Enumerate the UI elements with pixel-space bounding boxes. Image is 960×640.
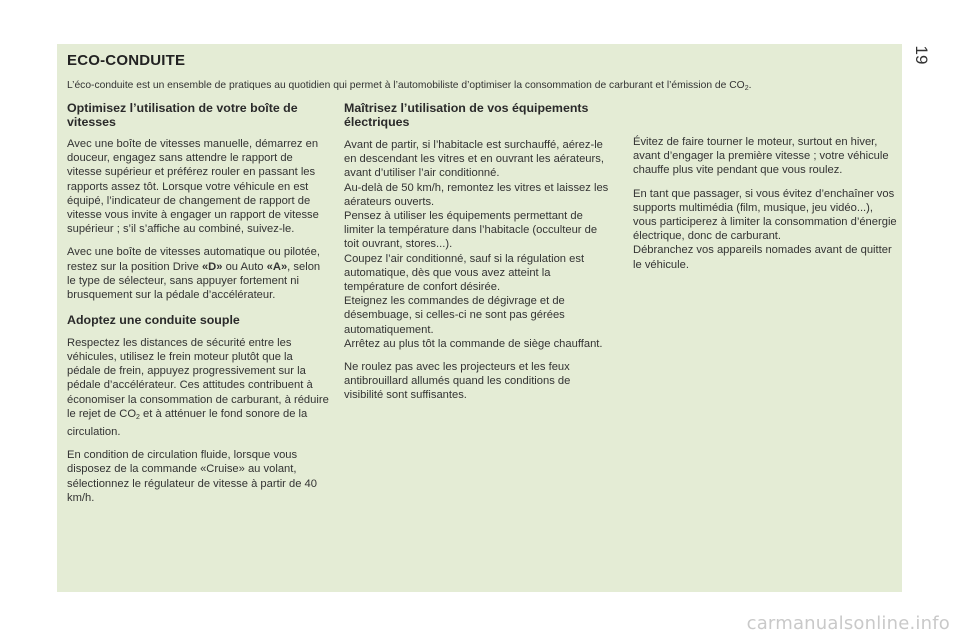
heading-gearbox: Optimisez l’utilisation de votre boîte de vitesses — [67, 101, 298, 129]
watermark: carmanualsonline.info — [746, 613, 950, 634]
column-right — [633, 135, 898, 272]
page-number: 19 — [912, 45, 931, 65]
column-left — [67, 102, 329, 514]
tip-ventilation: Avant de partir, si l’habitacle est surchauffé, aérez-le en descendant les vitres et en ouvrant les aérateurs, avant d’utiliser l’air conditionné. — [344, 139, 604, 180]
paragraph-headlights: Ne roulez pas avec les projecteurs et les feux antibrouillard allumés quand les conditions de visibilité sont suffisantes. — [344, 361, 571, 402]
paragraph-cruise-control: En condition de circulation fluide, lorsque vous disposez de la commande «Cruise» au volant, sélectionnez le régulateur de vitesse à partir de 40 km/h. — [67, 449, 318, 504]
tip-defrost: Eteignez les commandes de dégivrage et de désembuage, si celles-ci ne sont pas gérées automatiquement. — [344, 295, 565, 336]
paragraph-automatic-gearbox: Avec une boîte de vitesses automatique ou pilotée, restez sur la position Drive «D» ou Auto «A», selon le type de sélecteur, sans appuyer fortement ni brusquement sur la pédale d’accélérateur. — [67, 246, 321, 302]
heading-smooth-driving: Adoptez une conduite souple — [67, 313, 240, 328]
intro-text: L’éco-conduite est un ensemble de pratiques au quotidien qui permet à l’automobiliste d’optimiser la consommation de carburant et l’émission de $CO_2$. — [67, 80, 752, 92]
paragraph-electrical-tips — [344, 138, 609, 351]
paragraph-manual-gearbox: Avec une boîte de vitesses manuelle, démarrez en douceur, engagez sans attendre le rapport de vitesse supérieur et préférez rouler en passant les rapports assez tôt. Lorsque votre véhicule en est équipé, l’indicateur de changement de rapport de vitesse vous invite à engager un rapport de vitesse supérieur ; s’il s’affiche au combiné, suivez-le. — [67, 138, 319, 236]
paragraph-passenger — [633, 187, 898, 272]
tip-temperature: Pensez à utiliser les équipements permettant de limiter la température dans l’habitacle (occulteur de toit ouvrant, stores...). — [344, 210, 598, 251]
page-title: ECO-CONDUITE — [67, 52, 186, 69]
tip-nomad-devices: Débranchez vos appareils nomades avant de quitter le véhicule. — [633, 244, 892, 271]
heading-electrical-equipment: Maîtrisez l’utilisation de vos équipements électriques — [344, 101, 589, 129]
tip-multimedia: En tant que passager, si vous évitez d’enchaîner vos supports multimédia (film, musique, jeu vidéo...), vous participerez à limiter la consommation d’énergie électrique, donc de carburant. — [633, 187, 897, 243]
column-middle — [344, 102, 609, 412]
tip-windows: Au-delà de 50 km/h, remontez les vitres et laissez les aérateurs ouverts. — [344, 181, 609, 208]
tip-heated-seat: Arrêtez au plus tôt la commande de siège chauffant. — [344, 337, 603, 350]
paragraph-safety-distances: Respectez les distances de sécurité entre les véhicules, utilisez le frein moteur plutôt que la pédale de frein, appuyez progressivement sur la pédale d’accélérateur. Ces attitudes contribuent à économiser la consommation de carburant, à réduire le rejet de $CO_2$ et à atténuer le fond sonore de la circulation. — [67, 336, 329, 438]
paragraph-engine-idle: Évitez de faire tourner le moteur, surtout en hiver, avant d’engager la première vitesse ; votre véhicule chauffe plus vite pendant que vous roulez. — [633, 136, 889, 177]
tip-air-conditioning: Coupez l’air conditionné, sauf si la régulation est automatique, dès que vous avez atteint la température de confort désirée. — [344, 252, 585, 294]
